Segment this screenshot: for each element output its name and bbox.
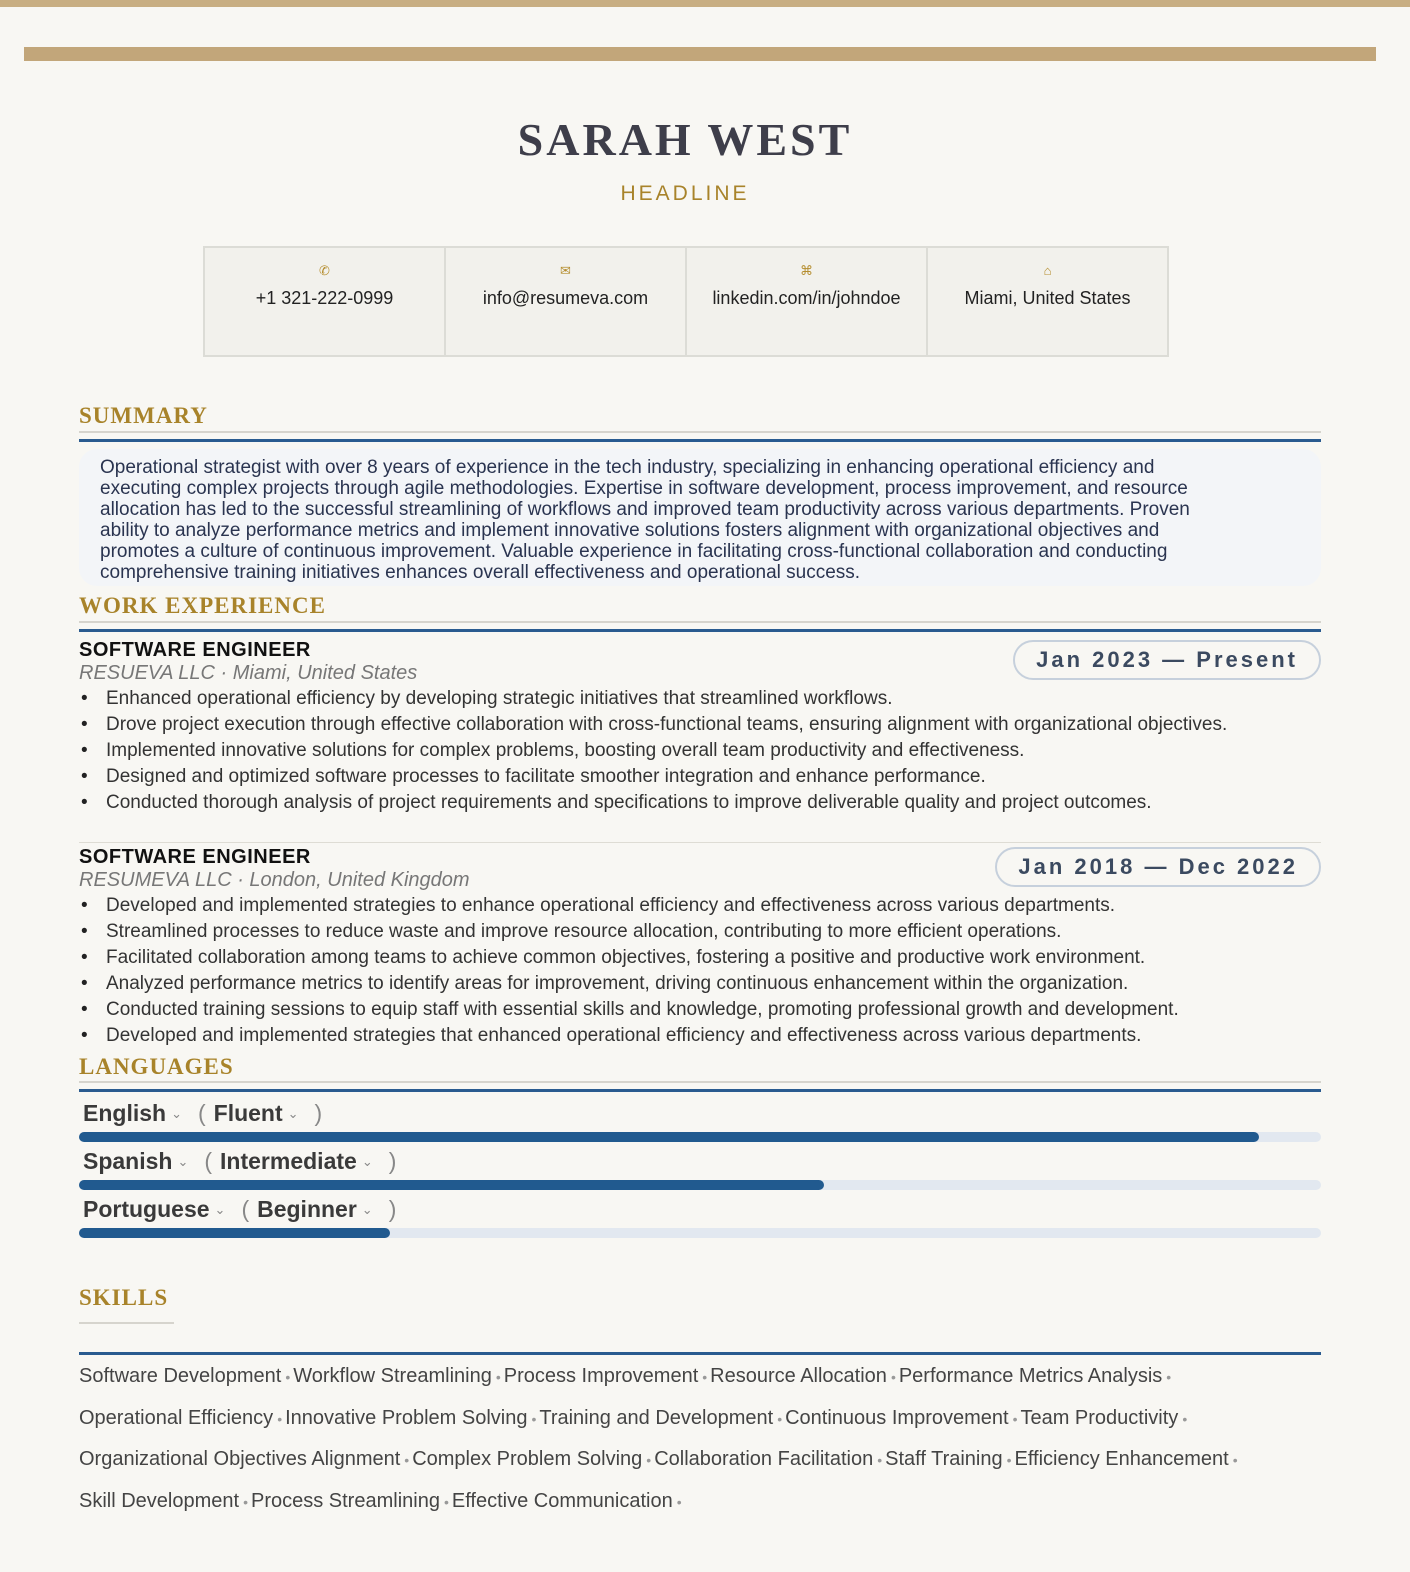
section-title-languages: LANGUAGES: [79, 1054, 234, 1079]
language-row: [83, 1146, 404, 1176]
skill-separator: •: [890, 1369, 896, 1385]
section-rule-accent: [79, 439, 1321, 442]
contact-phone-text: +1 321-222-0999: [255, 288, 394, 308]
language-level: Intermediate: [220, 1148, 357, 1174]
language-row: [83, 1194, 404, 1224]
language-select[interactable]: [83, 1148, 196, 1174]
skill-separator: •: [243, 1493, 248, 1510]
summary-text: [79, 449, 1321, 586]
skill-item: Workflow Streamlining: [293, 1365, 492, 1387]
language-row: [83, 1098, 330, 1128]
section-title-summary: SUMMARY: [79, 403, 208, 428]
skills-line: [79, 1443, 1321, 1485]
skill-item: Process Improvement: [503, 1365, 699, 1387]
language-level: Fluent: [213, 1100, 283, 1126]
list-item: • Developed and implemented strategies to enhance operational efficiency and effectiveness across various departments.: [79, 893, 1321, 919]
skill-separator: •: [1012, 1410, 1018, 1427]
summary-line: allocation has led to the successful streamlining of workflows and improved team productivity across various departments. Proven: [100, 499, 1190, 520]
section-rule: [79, 1081, 1321, 1083]
section-title-skills: SKILLS: [79, 1285, 169, 1310]
mail-icon: ✉: [560, 263, 571, 278]
skill-separator: •: [1182, 1410, 1188, 1427]
job-title: SOFTWARE ENGINEER: [79, 846, 311, 868]
job-divider: [79, 842, 1321, 843]
job-company: RESUEVA LLC · Miami, United States: [79, 662, 418, 684]
skill-separator: •: [285, 1369, 291, 1385]
skill-item: Continuous Improvement: [785, 1406, 1009, 1429]
language-select[interactable]: [83, 1196, 233, 1222]
proficiency-track: [79, 1180, 1321, 1190]
skill-separator: •: [1006, 1452, 1012, 1468]
skill-item: Innovative Problem Solving: [285, 1406, 528, 1429]
list-item: • Analyzed performance metrics to identify areas for improvement, driving continuous enhancement within the organization.: [79, 971, 1321, 997]
language-name: English: [83, 1100, 167, 1126]
contact-email-text: info@resumeva.com: [482, 288, 649, 308]
job-company: RESUMEVA LLC · London, United Kingdom: [79, 869, 470, 891]
section-rule-accent: [79, 1352, 1321, 1355]
level-select[interactable]: [214, 1100, 307, 1126]
summary-line: Operational strategist with over 8 years of experience in the tech industry, specializing in enhancing operational efficiency and: [100, 457, 1155, 478]
skill-item: Resource Allocation: [710, 1365, 887, 1387]
paren-open: (: [241, 1196, 250, 1222]
section-title-work: WORK EXPERIENCE: [79, 593, 326, 618]
list-item: • Streamlined processes to reduce waste and improve resource allocation, contributing to more efficient operations.: [79, 919, 1321, 945]
skill-separator: •: [1166, 1369, 1172, 1385]
paren-open: (: [204, 1148, 213, 1174]
skill-item: Team Productivity: [1020, 1406, 1179, 1429]
skill-item: Effective Communication: [451, 1489, 673, 1512]
contact-linkedin-text: linkedin.com/in/johndoe: [712, 288, 901, 308]
chevron-down-icon: ⌄: [287, 1106, 299, 1121]
skill-separator: •: [495, 1369, 501, 1385]
skill-separator: •: [777, 1410, 783, 1427]
job-bullets: [79, 686, 1321, 816]
proficiency-fill: [79, 1180, 824, 1190]
list-item: • Conducted thorough analysis of project requirements and specifications to improve deliverable quality and project outcomes.: [79, 790, 1321, 816]
contact-email[interactable]: [446, 248, 687, 355]
paren-close: ): [388, 1196, 397, 1222]
skill-separator: •: [877, 1452, 883, 1468]
proficiency-track: [79, 1132, 1321, 1142]
skills-line: [79, 1485, 1321, 1527]
contact-linkedin[interactable]: [687, 248, 928, 355]
list-item: • Developed and implemented strategies that enhanced operational efficiency and effectiveness across various departments.: [79, 1023, 1321, 1049]
phone-icon: ✆: [319, 263, 330, 278]
proficiency-fill: [79, 1132, 1259, 1142]
paren-close: ): [314, 1100, 323, 1126]
chevron-down-icon: ⌄: [361, 1202, 373, 1217]
job-date-pill: Jan 2018 — Dec 2022: [995, 847, 1321, 887]
section-rule-accent: [79, 1089, 1321, 1092]
contact-location-text: Miami, United States: [964, 288, 1131, 308]
skills-line: [79, 1402, 1321, 1444]
section-rule: [79, 621, 1321, 623]
list-item: • Enhanced operational efficiency by developing strategic initiatives that streamlined workflows.: [79, 686, 1321, 712]
language-level: Beginner: [257, 1196, 357, 1222]
paren-open: (: [197, 1100, 206, 1126]
contact-phone[interactable]: [205, 248, 446, 355]
home-icon: ⌂: [1043, 263, 1052, 278]
section-rule: [79, 1322, 174, 1324]
list-item: • Drove project execution through effective collaboration with cross-functional teams, ensuring alignment with organizational objectives.: [79, 712, 1321, 738]
skill-item: Skill Development: [79, 1489, 240, 1512]
skill-separator: •: [702, 1369, 708, 1385]
language-name: Spanish: [83, 1148, 173, 1174]
skill-item: Training and Development: [539, 1406, 774, 1429]
job-bullets: [79, 893, 1321, 1049]
job-title: SOFTWARE ENGINEER: [79, 639, 311, 661]
chevron-down-icon: ⌄: [171, 1106, 182, 1121]
section-rule-accent: [79, 629, 1321, 632]
list-item: • Designed and optimized software processes to facilitate smoother integration and enhance performance.: [79, 764, 1321, 790]
skill-item: Process Streamlining: [250, 1489, 440, 1512]
list-item: • Implemented innovative solutions for complex problems, boosting overall team productivity and effectiveness.: [79, 738, 1321, 764]
skill-item: Organizational Objectives Alignment: [79, 1448, 401, 1470]
skill-item: Performance Metrics Analysis: [898, 1365, 1163, 1387]
skill-separator: •: [277, 1410, 283, 1427]
candidate-name: SARAH WEST: [517, 114, 853, 165]
link-icon: ⌘: [800, 263, 813, 278]
summary-line: comprehensive training initiatives enhances overall effectiveness and operational success.: [100, 562, 861, 583]
skill-item: Efficiency Enhancement: [1014, 1448, 1229, 1470]
skill-separator: •: [676, 1493, 682, 1510]
proficiency-fill: [79, 1228, 390, 1238]
summary-line: promotes a culture of continuous improvement. Valuable experience in facilitating cross-functional collaboration and conducting: [100, 541, 1168, 562]
skill-item: Operational Efficiency: [79, 1406, 274, 1429]
skill-item: Software Development: [79, 1365, 282, 1387]
paren-close: ): [388, 1148, 397, 1174]
summary-line: executing complex projects through agile methodologies. Expertise in software development, process improvement, and resource: [100, 478, 1188, 499]
language-name: Portuguese: [83, 1196, 210, 1222]
skills-list: [79, 1360, 1321, 1526]
headline: HEADLINE: [620, 182, 750, 205]
skill-separator: •: [531, 1410, 537, 1427]
list-item: • Facilitated collaboration among teams to achieve common objectives, fostering a positive and productive work environment.: [79, 945, 1321, 971]
summary-line: ability to analyze performance metrics and implement innovative solutions fosters alignment with organizational objectives and: [100, 520, 1160, 541]
skill-separator: •: [1232, 1452, 1238, 1468]
list-item: • Conducted training sessions to equip staff with essential skills and knowledge, promoting professional growth and development.: [79, 997, 1321, 1023]
skill-item: Complex Problem Solving: [412, 1448, 643, 1470]
skill-item: Staff Training: [885, 1448, 1003, 1470]
section-rule: [79, 431, 1321, 433]
language-select[interactable]: [83, 1100, 190, 1126]
level-select[interactable]: [220, 1148, 381, 1174]
job-date-pill: Jan 2023 — Present: [1013, 640, 1321, 680]
skill-separator: •: [404, 1452, 410, 1468]
top-accent-strip: [0, 0, 1410, 7]
skill-separator: •: [646, 1452, 652, 1468]
skill-separator: •: [443, 1493, 449, 1510]
chevron-down-icon: ⌄: [361, 1154, 373, 1169]
skill-item: Collaboration Facilitation: [654, 1448, 874, 1470]
contact-location[interactable]: [928, 248, 1167, 355]
skills-line: [79, 1360, 1321, 1402]
level-select[interactable]: [257, 1196, 381, 1222]
chevron-down-icon: ⌄: [214, 1202, 226, 1217]
chevron-down-icon: ⌄: [177, 1154, 189, 1169]
proficiency-track: [79, 1228, 1321, 1238]
header-accent-bar: [24, 47, 1376, 61]
contact-bar: [203, 246, 1169, 357]
